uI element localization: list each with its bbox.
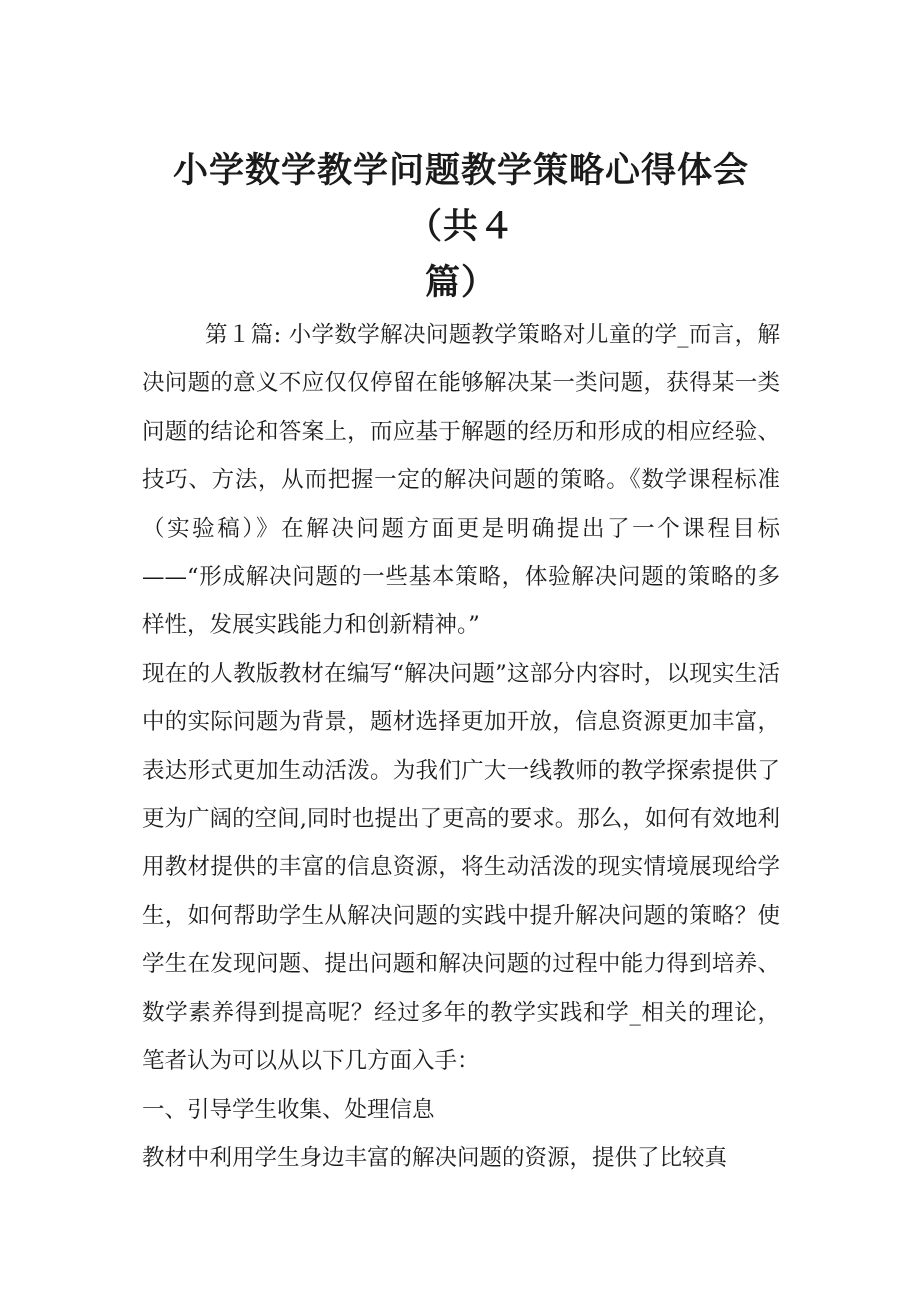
document-title: [142, 0, 780, 311]
paragraph-intro: 第１篇: 小学数学解决问题教学策略对儿童的学_而言，解决问题的意义不应仅仅停留在能够解决某一类问题，获得某一类问题的结论和答案上，而应基于解题的经历和形成的相应经验、技巧、方法，从而把握一定的解决问题的策略。《数学课程标准（实验稿）》在解决问题方面更是明确提出了一个课程目标——“形成解决问题的一些基本策略，体验解决问题的策略的多样性，发展实践能力和创新精神。”: [142, 322, 780, 639]
paragraph-textbook: 现在的人教版教材在编写“解决问题”这部分内容时，以现实生活中的实际问题为背景，题材选择更加开放，信息资源更加丰富，表达形式更加生动活泼。为我们广大一线教师的教学探索提供了更为广阔的空间,同时也提出了更高的要求。那么，如何有效地利用教材提供的丰富的信息资源，将生动活泼的现实情境展现给学生，如何帮助学生从解决问题的实践中提升解决问题的策略？使学生在发现问题、提出问题和解决问题的过程中能力得到培养、数学素养得到提高呢？经过多年的教学实践和学_相关的理论，笔者认为可以从以下几方面入手：: [142, 660, 780, 1075]
title-line-1: 小学数学教学问题教学策略心得体会（共４: [172, 151, 749, 247]
section-heading-1: 一、引导学生收集、处理信息: [142, 1096, 435, 1123]
title-line-2: 篇）: [424, 263, 497, 303]
document-body: [142, 311, 780, 1182]
paragraph-section-1: 教材中利用学生身边丰富的解决问题的资源，提供了比较真: [142, 1144, 728, 1171]
